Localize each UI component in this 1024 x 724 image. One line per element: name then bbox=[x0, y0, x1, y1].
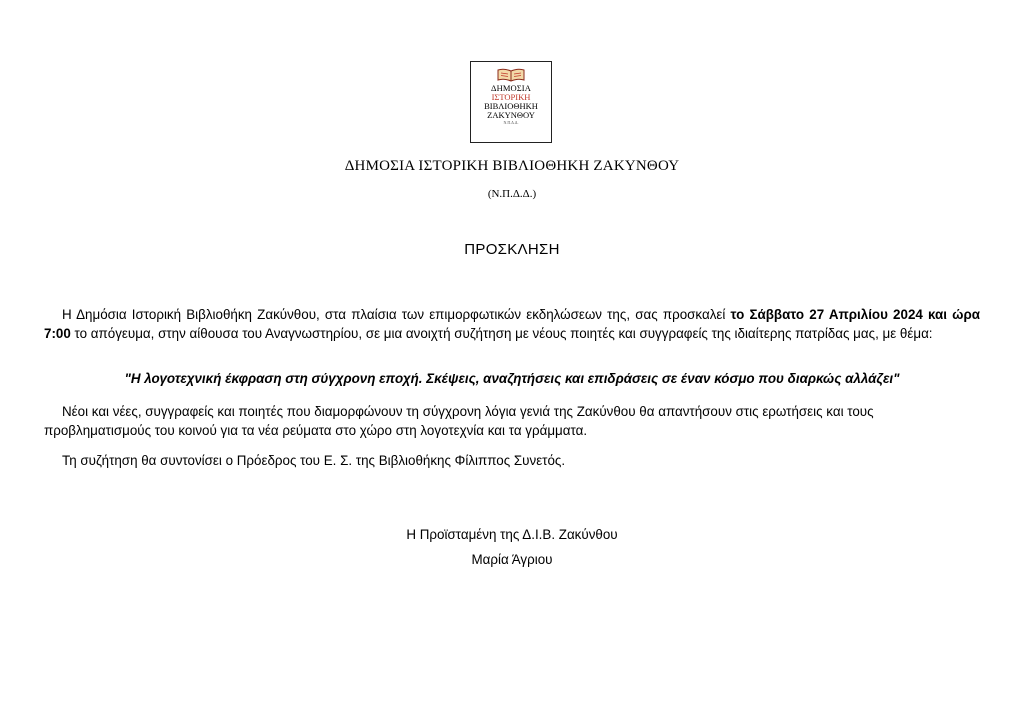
logo-line-5: Ν.Π.Δ.Δ. bbox=[503, 120, 519, 125]
open-book-icon bbox=[496, 67, 526, 83]
discussion-theme: "Η λογοτεχνική έκφραση στη σύγχρονη εποχή. Σκέψεις, αναζητήσεις και επιδράσεις σε έναν κόσμο που διαρκώς αλλάζει" bbox=[124, 371, 900, 386]
invitation-rest: το απόγευμα, στην αίθουσα του Αναγνωστηρίου, σε μια ανοιχτή συζήτηση με νέους ποιητές και συγγραφείς της ιδιαίτερης πατρίδας μας, με θέμα: bbox=[70, 326, 933, 341]
organization-name: ΔΗΜΟΣΙΑ ΙΣΤΟΡΙΚΗ ΒΙΒΛΙΟΘΗΚΗ ΖΑΚΥΝΘΟΥ bbox=[344, 158, 680, 174]
logo-line-4: ΖΑΚΥΝΘΟΥ bbox=[487, 110, 535, 120]
invitation-paragraph bbox=[44, 305, 980, 343]
event-date: το Σάββατο 27 Απριλίου 2024 και ώρα 7:00 bbox=[44, 307, 980, 341]
organization-legal-form: (Ν.Π.Δ.Δ.) bbox=[487, 188, 537, 200]
logo-line-2: ΙΣΤΟΡΙΚΗ bbox=[491, 92, 531, 102]
document-title: ΠΡΟΣΚΛΗΣΗ bbox=[464, 241, 560, 258]
signature-name: Μαρία Άγριου bbox=[471, 552, 553, 567]
moderator-paragraph: Τη συζήτηση θα συντονίσει ο Πρόεδρος του Ε. Σ. της Βιβλιοθήκης Φίλιππος Συνετός. bbox=[62, 453, 566, 468]
logo-line-1: ΔΗΜΟΣΙΑ bbox=[491, 83, 531, 93]
logo-line-3: ΒΙΒΛΙΟΘΗΚΗ bbox=[484, 101, 538, 111]
invitation-intro: Η Δημόσια Ιστορική Βιβλιοθήκη Ζακύνθου, στα πλαίσια των επιμορφωτικών εκδηλώσεων της, σας προσκαλεί bbox=[62, 307, 731, 322]
library-logo bbox=[470, 61, 552, 143]
signature-role: Η Προϊσταμένη της Δ.Ι.Β. Ζακύνθου bbox=[406, 527, 618, 542]
participants-paragraph: Νέοι και νέες, συγγραφείς και ποιητές που διαμορφώνουν τη σύγχρονη λόγια γενιά της Ζακύνθου θα απαντήσουν στις ερωτήσεις και τους προβληματισμούς του κοινού για τα νέα ρεύματα στο χώρο στη λογοτεχνία και τα γράμματα. bbox=[44, 404, 874, 438]
